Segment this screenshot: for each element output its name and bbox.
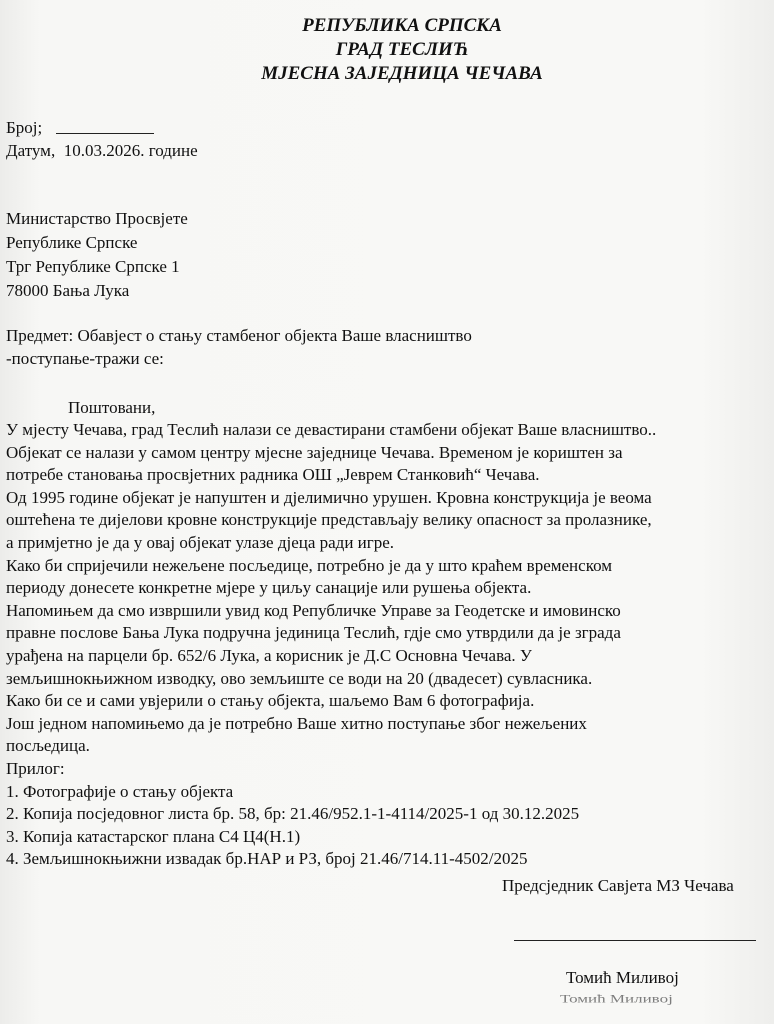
- body-line: У мјесту Чечава, град Теслић налази се девастирани стамбени објекат Ваше власништво..: [6, 420, 657, 439]
- reference-block: [6, 117, 198, 162]
- reference-number-blank: [56, 117, 154, 134]
- body-line: Од 1995 године објекат је напуштен и дјелимично урушен. Кровна конструкција је веома: [6, 487, 652, 507]
- subject-block: [6, 325, 472, 370]
- attachment-item: 2. Копија посједовног листа бр. 58, бр: 21.46/952.1-1-4114/2025-1 од 30.12.2025: [6, 804, 580, 824]
- body-line: Још једном напомињемо да је потребно Ваше хитно поступање због нежељених: [6, 713, 587, 733]
- subject-line: Предмет: Обавјест о стању стамбеног објекта Ваше власништво: [6, 326, 472, 345]
- body-line: земљишнокњижном изводку, ово земљиште се води на 20 (двадесет) сувласника.: [6, 668, 593, 688]
- reference-date-label: Датум,: [6, 140, 56, 160]
- greeting: Поштовани,: [68, 398, 156, 417]
- letterhead: [0, 14, 774, 86]
- body-line: Како би спријечили нежељене посљедице, потребно је да у што краћем временском: [6, 555, 613, 575]
- signatory-name-ghost: Томић Миливој: [560, 992, 673, 1006]
- recipient-address: [6, 207, 188, 303]
- attachment-item: 1. Фотографије о стању објекта: [6, 781, 234, 801]
- signatory-title: Предсједник Савјета МЗ Чечава: [502, 876, 734, 895]
- reference-date-value: 10.03.2026. године: [63, 140, 198, 160]
- recipient-line: Републике Српске: [6, 233, 138, 252]
- body-line: потребе становања просвјетних радника ОШ „Јеврем Станковић“ Чечава.: [6, 465, 540, 485]
- attachment-item: 3. Копија катастарског плана С4 Ц4(Н.1): [6, 826, 301, 846]
- body-line: Како би се и сами увјерили о стању објекта, шаљемо Вам 6 фотографија.: [6, 691, 535, 711]
- reference-number-row: [6, 117, 198, 140]
- attachment-item: 4. Земљишнокњижни извадак бр.НАР и РЗ, број 21.46/714.11-4502/2025: [6, 849, 528, 869]
- signatory-name: Томић Миливој: [566, 968, 679, 987]
- subject-line: -поступање-тражи се:: [6, 348, 164, 368]
- body-line: посљедица.: [6, 736, 90, 756]
- body-line: а примјетно је да у овај објекат улазе дјеца ради игре.: [6, 532, 395, 552]
- letterhead-city: ГРАД ТЕСЛИЋ: [335, 39, 469, 60]
- attachments-heading: Прилог:: [6, 758, 65, 778]
- body-line: правне послове Бања Лука подручна јединица Теслић, гдје смо утврдили да је зграда: [6, 623, 621, 643]
- recipient-line: Министарство Просвјете: [6, 209, 188, 228]
- reference-date-row: [6, 140, 198, 163]
- letterhead-republic: РЕПУБЛИКА СРПСКА: [302, 15, 502, 36]
- reference-number-label: Број;: [6, 118, 43, 137]
- letterhead-community: МЈЕСНА ЗАЈЕДНИЦА ЧЕЧАВА: [261, 63, 543, 84]
- recipient-line: 78000 Бања Лука: [6, 281, 130, 300]
- body-line: периоду донесете конкретне мјере у циљу санације или рушења објекта.: [6, 578, 532, 598]
- body-line: оштећена те дијелови кровне конструкције представљају велику опасност за пролазнике,: [6, 510, 652, 530]
- letter-body: [6, 419, 772, 871]
- body-line: Напомињем да смо извршили увид код Републичке Управе за Геодетске и имовинско: [6, 600, 621, 620]
- body-line: урађена на парцели бр. 652/6 Лука, а корисник је Д.С Основна Чечава. У: [6, 645, 532, 665]
- signature-line: [514, 940, 756, 941]
- recipient-line: Трг Републике Српске 1: [6, 257, 180, 276]
- body-line: Објекат се налази у самом центру мјесне заједнице Чечава. Временом је кориштен за: [6, 442, 623, 462]
